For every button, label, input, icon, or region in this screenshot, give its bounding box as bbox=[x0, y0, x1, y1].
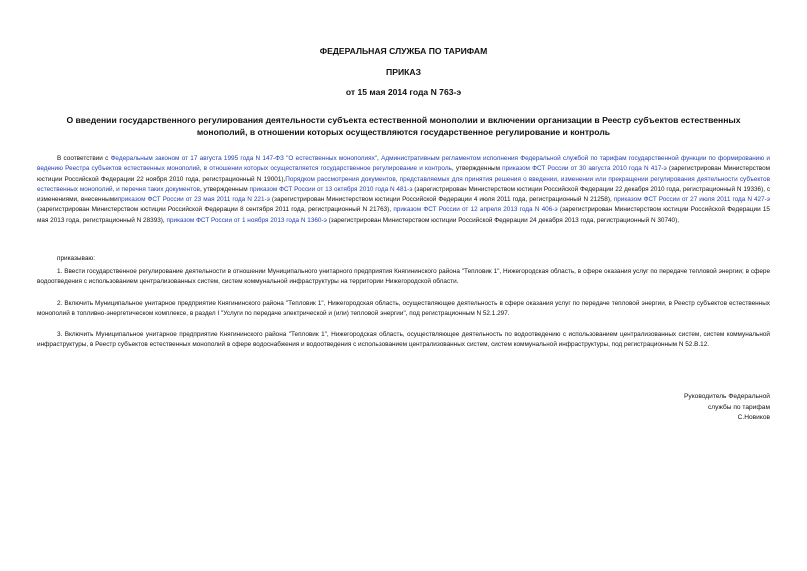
order-item-2: 2. Включить Муниципальное унитарное предприятие Княгининского района "Тепловик 1", Нижегородская область, осуществляющее деятельность в сфере оказания услуг по передаче тепловой энергии, в Реестр субъектов естественных монополий в топливно-энергетическом комплексе, в раздел I "Услуги по передаче электрической и (или) тепловой энергии", под регистрационным N 52.1.297. bbox=[37, 300, 770, 318]
preamble-text: (зарегистрирован Министерством юстиции Российской Федерации 15 мая 2013 года, регистрационный N 28393), bbox=[37, 206, 770, 224]
preamble-text: (зарегистрирован Министерством юстиции Российской Федерации 22 ноября 2010 года, регистрационный N 19001), bbox=[37, 165, 771, 183]
agency-name: ФЕДЕРАЛЬНАЯ СЛУЖБА ПО ТАРИФАМ bbox=[319, 46, 488, 56]
link-procedure[interactable]: Порядком рассмотрения документов, представляемых для принятия решения о введении, изменении или прекращении регулирования деятельности субъектов естественных монополий, и перечня таких документов bbox=[37, 175, 770, 193]
link-order-481[interactable]: приказом ФСТ России от 13 октября 2010 года N 481-э bbox=[249, 185, 413, 193]
signature-agency: службы по тарифам bbox=[707, 403, 770, 411]
link-order-221[interactable]: приказом ФСТ России от 23 мая 2011 года N 221-э bbox=[117, 196, 270, 204]
signature-position: Руководитель Федеральной bbox=[684, 393, 770, 400]
order-item-1: 1. Ввести государственное регулирование деятельности в отношении Муниципального унитарного предприятия Княгининского района "Тепловик 1", Нижегородская область, в сфере оказания услуг по передаче тепловой энергии; в сфере водоотведения с использованием централизованных систем, систем коммунальной инфраструктуры на территории Нижегородской области. bbox=[37, 268, 770, 286]
doc-date-number: от 15 мая 2014 года N 763-э bbox=[345, 87, 462, 97]
link-order-406[interactable]: приказом ФСТ России от 12 апреля 2013 года N 406-э bbox=[393, 206, 558, 214]
preamble-text: (зарегистрирован Министерством юстиции Российской Федерации 8 сентября 2011 года, регистрационный N 21763), bbox=[37, 206, 394, 214]
preamble-text: В соответствии с bbox=[57, 155, 111, 162]
preamble-text: , утвержденным bbox=[199, 185, 250, 193]
link-order-427[interactable]: приказом ФСТ России от 27 июля 2011 года N 427-э bbox=[613, 196, 770, 204]
preamble-text: (зарегистрирован Министерством юстиции Российской Федерации 4 июля 2011 года, регистрационный N 21258), bbox=[269, 196, 614, 204]
link-order-417[interactable]: приказом ФСТ России от 30 августа 2010 года N 417-э bbox=[502, 165, 667, 173]
signature-block bbox=[600, 392, 770, 424]
order-item-3: 3. Включить Муниципальное унитарное предприятие Княгининского района "Тепловик 1", Нижегородская область, осуществляющее деятельность по водоотведению с использованием централизованных систем, систем коммунальной инфраструктуры, в Реестр субъектов естественных монополий в сфере водоснабжения и водоотведения с использованием централизованных систем, систем коммунальной инфраструктуры, под регистрационным N 52.В.12. bbox=[37, 331, 770, 349]
doc-type: ПРИКАЗ bbox=[386, 67, 421, 77]
link-admin-regulation[interactable]: Административным регламентом исполнения Федеральной службой по тарифам государственной функции по формированию и ведению Реестра субъектов естественных монополий, в отношении которых осуществляется государственное регулирование и контроль bbox=[37, 155, 770, 173]
preamble-text: , bbox=[377, 155, 382, 162]
preamble bbox=[37, 154, 770, 226]
link-federal-law[interactable]: Федеральным законом от 17 августа 1995 года N 147-ФЗ "О естественных монополиях" bbox=[110, 155, 378, 162]
signature-name: С.Новиков bbox=[737, 414, 770, 421]
order-word: приказываю: bbox=[57, 255, 95, 262]
preamble-text: , утвержденным bbox=[451, 165, 503, 173]
preamble-text: (зарегистрирован Министерством юстиции Российской Федерации 22 декабря 2010 года, регистрационный N 19336), с изменениями, внесенными bbox=[37, 185, 771, 204]
doc-title: О введении государственного регулирования деятельности субъекта естественной монополии и включении организации в Реестр субъектов естественных монополий, в отношении которых осуществляются государственное регулирование и контроль bbox=[66, 115, 741, 137]
link-order-1360[interactable]: приказом ФСТ России от 1 ноября 2013 года N 1360-э bbox=[166, 216, 327, 224]
preamble-text: (зарегистрирован Министерством юстиции Российской Федерации 24 декабря 2013 года, регистрационный N 30740), bbox=[326, 216, 680, 224]
